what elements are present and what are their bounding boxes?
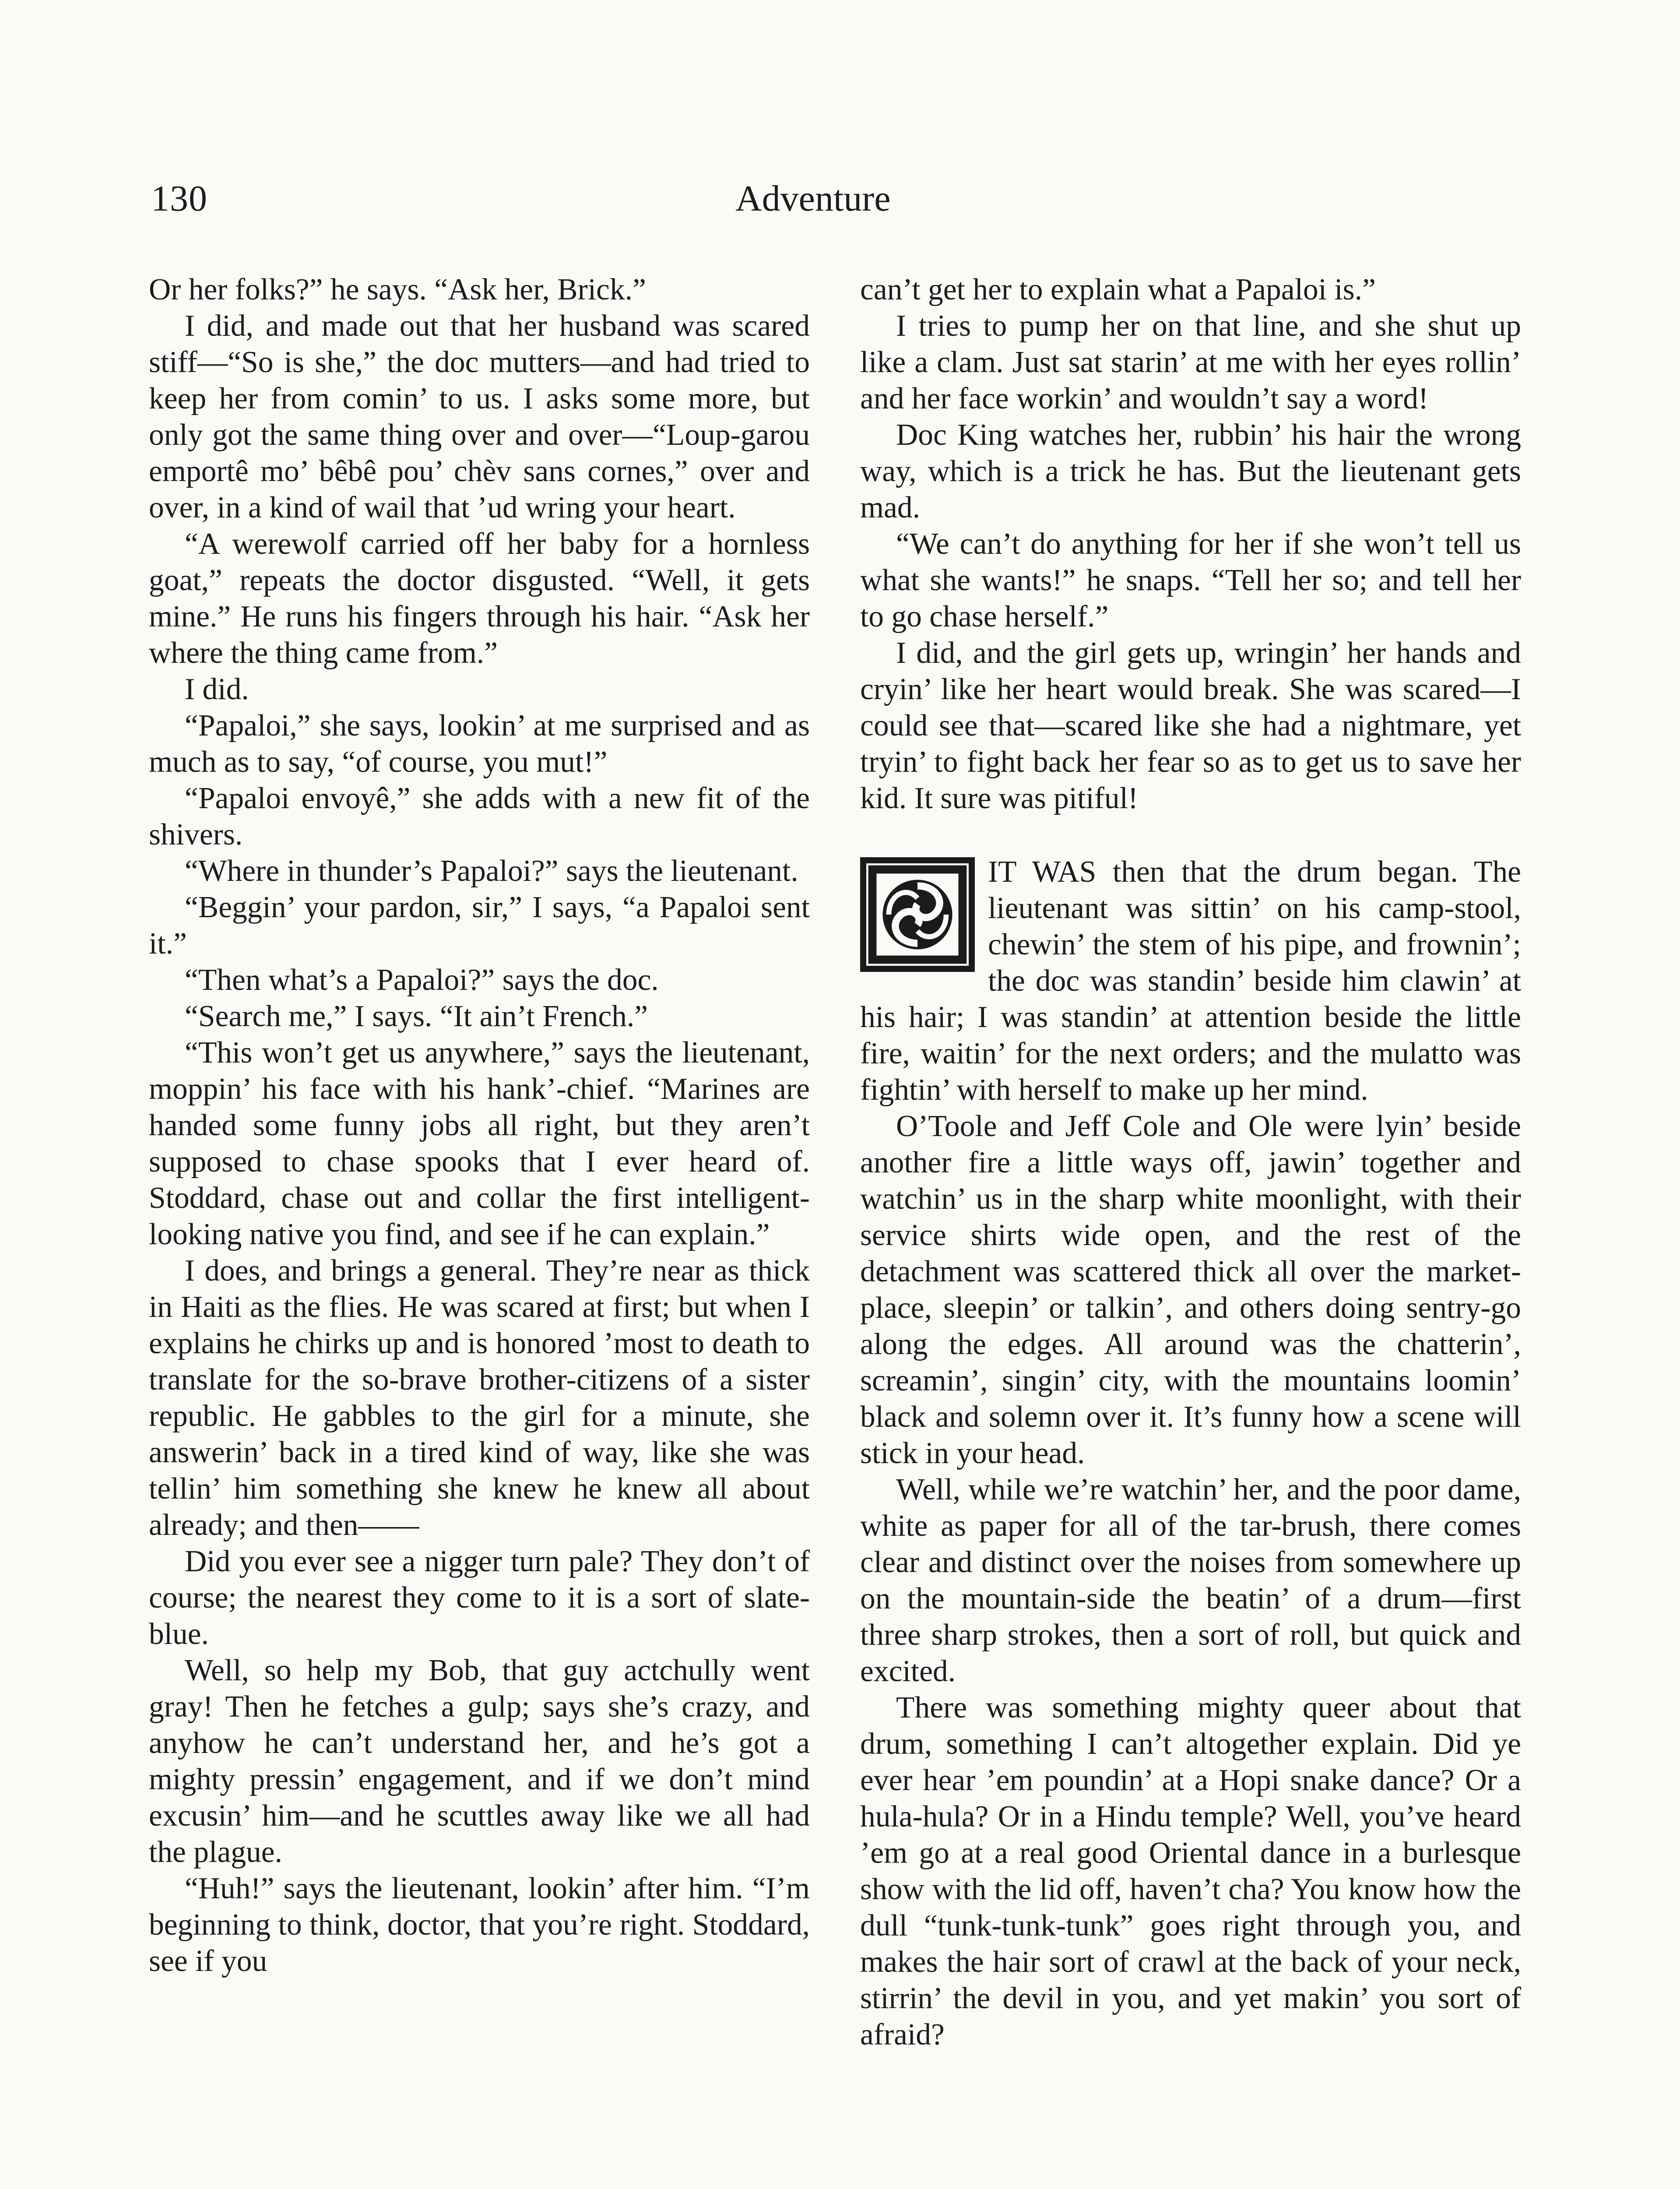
paragraph: O’Toole and Jeff Cole and Ole were lyin’ beside another fire a little ways off, jawin’ together and watchin’ us in the sharp white moonlight, with their service shirts wide open, and the rest of the detachment was scattered thick all over the market-place, sleepin’ or talkin’, and others doing sentry-go along the edges. All around was the chatterin’, screamin’, singin’ city, with the mountains loomin’ black and solemn over it. It’s funny how a scene will stick in your head. [860,1109,1521,1470]
paragraph: Well, so help my Bob, that guy actchully went gray! Then he fetches a gulp; says she’s crazy, and anyhow he can’t understand her, and he’s got a mighty pressin’ engagement, and if we don’t mind excusin’ him—and he scuttles away like we all had the plague. [149,1654,810,1869]
right-column-section-1 [860,271,1521,816]
swirl-ornament-icon [860,857,975,972]
paragraph: “Then what’s a Papaloi?” says the doc. [185,963,659,997]
paragraph: I does, and brings a general. They’re near as thick in Haiti as the flies. He was scared at first; but when I explains he chirks up and is honored ’most to death to translate for the so-brave brother-citizens of a sister republic. He gabbles to the girl for a minute, she answerin’ back in a tired kind of way, like she was tellin’ him something she knew he knew all about already; and then—— [149,1254,810,1542]
paragraph: can’t get her to explain what a Papaloi is.” [860,273,1376,306]
paragraph: Or her folks?” he says. “Ask her, Brick.” [149,273,646,306]
paragraph: I did, and the girl gets up, wringin’ her hands and cryin’ like her heart would break. She was scared—I could see that—scared like she had a nightmare, yet tryin’ to fight back her fear so as to get us to save her kid. It sure was pitiful! [860,636,1521,815]
paragraph: There was something mighty queer about that drum, something I can’t altogether explain. Did ye ever hear ’em poundin’ at a Hopi snake dance? Or a hula-hula? Or in a Hindu temple? Well, you’ve heard ’em go at a real good Oriental dance in a burlesque show with the lid off, haven’t cha? You know how the dull “tunk-tunk-tunk” goes right through you, and makes the hair sort of crawl at the back of your neck, stirrin’ the devil in you, and yet makin’ you sort of afraid? [860,1691,1521,2052]
paragraph: I did. [185,672,249,706]
paragraph: “This won’t get us anywhere,” says the lieutenant, moppin’ his face with his hank’-chief. “Marines are handed some funny jobs all right, but they aren’t supposed to chase spooks that I ever heard of. Stoddard, chase out and collar the first intelligent-looking native you find, and see if he can explain.” [149,1036,810,1251]
paragraph: I tries to pump her on that line, and she shut up like a clam. Just sat starin’ at me with her eyes rollin’ and her face workin’ and wouldn’t say a word! [860,309,1521,415]
paragraph: “Papaloi,” she says, lookin’ at me surprised and as much as to say, “of course, you mut!” [149,709,810,779]
paragraph: I did, and made out that her husband was scared stiff—“So is she,” the doc mutters—and had tried to keep her from comin’ to us. I asks some more, but only got the same thing over and over—“Loup-garou emportê mo’ bêbê pou’ chèv sans cornes,” over and over, in a kind of wail that ’ud wring your heart. [149,309,810,524]
section-break [860,816,1521,854]
paragraph: “Where in thunder’s Papaloi?” says the lieutenant. [185,854,798,888]
right-column-section-2 [860,854,1521,2053]
paragraph: “A werewolf carried off her baby for a hornless goat,” repeats the doctor disgusted. “Well, it gets mine.” He runs his fingers through his hair. “Ask her where the thing came from.” [149,527,810,670]
left-column [149,271,810,1979]
paragraph: “Search me,” I says. “It ain’t French.” [185,999,648,1033]
paragraph: “We can’t do anything for her if she won’t tell us what she wants!” he snaps. “Tell her so; and tell her to go chase herself.” [860,527,1521,633]
paragraph: Doc King watches her, rubbin’ his hair the wrong way, which is a trick he has. But the lieutenant gets mad. [860,418,1521,524]
paragraph: “Beggin’ your pardon, sir,” I says, “a Papaloi sent it.” [149,890,810,961]
paragraph: “Huh!” says the lieutenant, lookin’ after him. “I’m beginning to think, doctor, that you’re right. Stoddard, see if you [149,1872,810,1978]
page-number: 130 [151,178,207,219]
running-title: Adventure [735,178,891,219]
paragraph: “Papaloi envoyê,” she adds with a new fit of the shivers. [149,781,810,852]
paragraph: IT WAS then that the drum began. The lieutenant was sittin’ on his camp-stool, chewin’ the stem of his pipe, and frownin’; the doc was standin’ beside him clawin’ at his hair; I was standin’ at attention beside the little fire, waitin’ for the next orders; and the mulatto was fightin’ with herself to make up her mind. [860,855,1521,1107]
right-column [860,271,1521,2053]
paragraph: Did you ever see a nigger turn pale? They don’t of course; the nearest they come to it is a sort of slate-blue. [149,1545,810,1651]
paragraph: Well, while we’re watchin’ her, and the poor dame, white as paper for all of the tar-brush, there comes clear and distinct over the noises from somewhere up on the mountain-side the beatin’ of a drum—first three sharp strokes, then a sort of roll, but quick and excited. [860,1473,1521,1688]
